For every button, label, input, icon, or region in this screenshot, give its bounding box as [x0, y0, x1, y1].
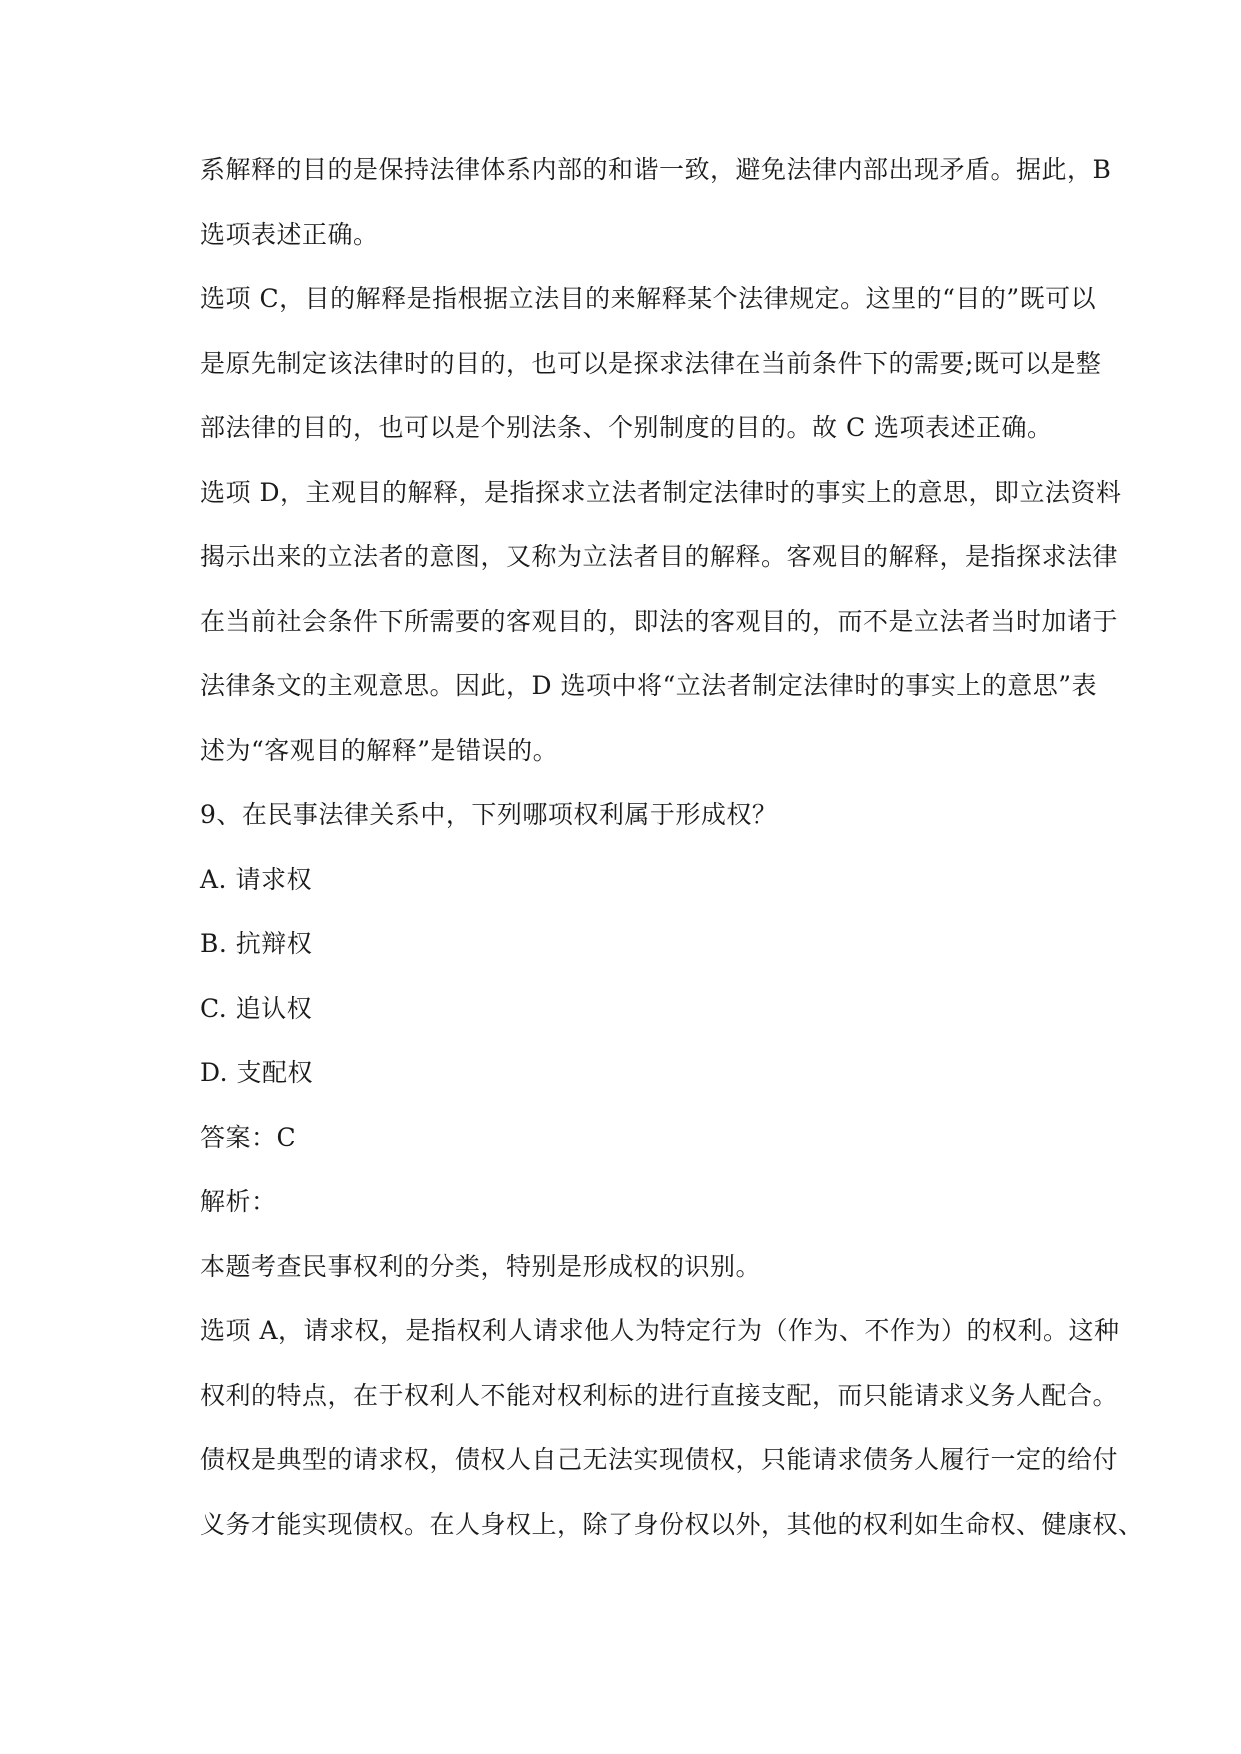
text-line: 部法律的目的，也可以是个别法条、个别制度的目的。故 C 选项表述正确。	[200, 413, 1053, 442]
text-line: 权利的特点，在于权利人不能对权利标的进行直接支配，而只能请求义务人配合。	[200, 1380, 1119, 1410]
text-line: 本题考查民事权利的分类，特别是形成权的识别。	[200, 1251, 762, 1281]
question-stem: 9、在民事法律关系中，下列哪项权利属于形成权？	[200, 800, 778, 829]
text-line: 选项 C，目的解释是指根据立法目的来解释某个法律规定。这里的“目的”既可以	[200, 284, 1097, 313]
option-d: D. 支配权	[200, 1058, 314, 1087]
text-line: 债权是典型的请求权，债权人自己无法实现债权，只能请求债务人履行一定的给付	[200, 1445, 1119, 1474]
option-b: B. 抗辩权	[200, 929, 313, 958]
text-line: 在当前社会条件下所需要的客观目的，即法的客观目的，而不是立法者当时加诸于	[200, 606, 1119, 636]
text-line: 系解释的目的是保持法律体系内部的和谐一致，避免法律内部出现矛盾。据此，B	[200, 155, 1112, 184]
text-line: 选项表述正确。	[200, 219, 379, 249]
text-line: 揭示出来的立法者的意图，又称为立法者目的解释。客观目的解释，是指探求法律	[200, 542, 1119, 571]
answer: 答案：C	[200, 1122, 297, 1152]
option-c: C. 追认权	[200, 993, 313, 1023]
text-line: 选项 D，主观目的解释，是指探求立法者制定法律时的事实上的意思，即立法资料	[200, 477, 1122, 507]
text-line: 选项 A，请求权，是指权利人请求他人为特定行为（作为、不作为）的权利。这种	[200, 1316, 1120, 1345]
text-line: 法律条文的主观意思。因此，D 选项中将“立法者制定法律时的事实上的意思”表	[200, 671, 1098, 700]
text-line: 是原先制定该法律时的目的，也可以是探求法律在当前条件下的需要;既可以是整	[200, 348, 1102, 378]
document-body	[200, 138, 1144, 1557]
text-line: 述为“客观目的解释”是错误的。	[200, 735, 559, 765]
option-a: A. 请求权	[200, 864, 312, 894]
analysis-heading: 解析：	[200, 1187, 277, 1216]
text-line: 义务才能实现债权。在人身权上，除了身份权以外，其他的权利如生命权、健康权、	[200, 1509, 1144, 1539]
